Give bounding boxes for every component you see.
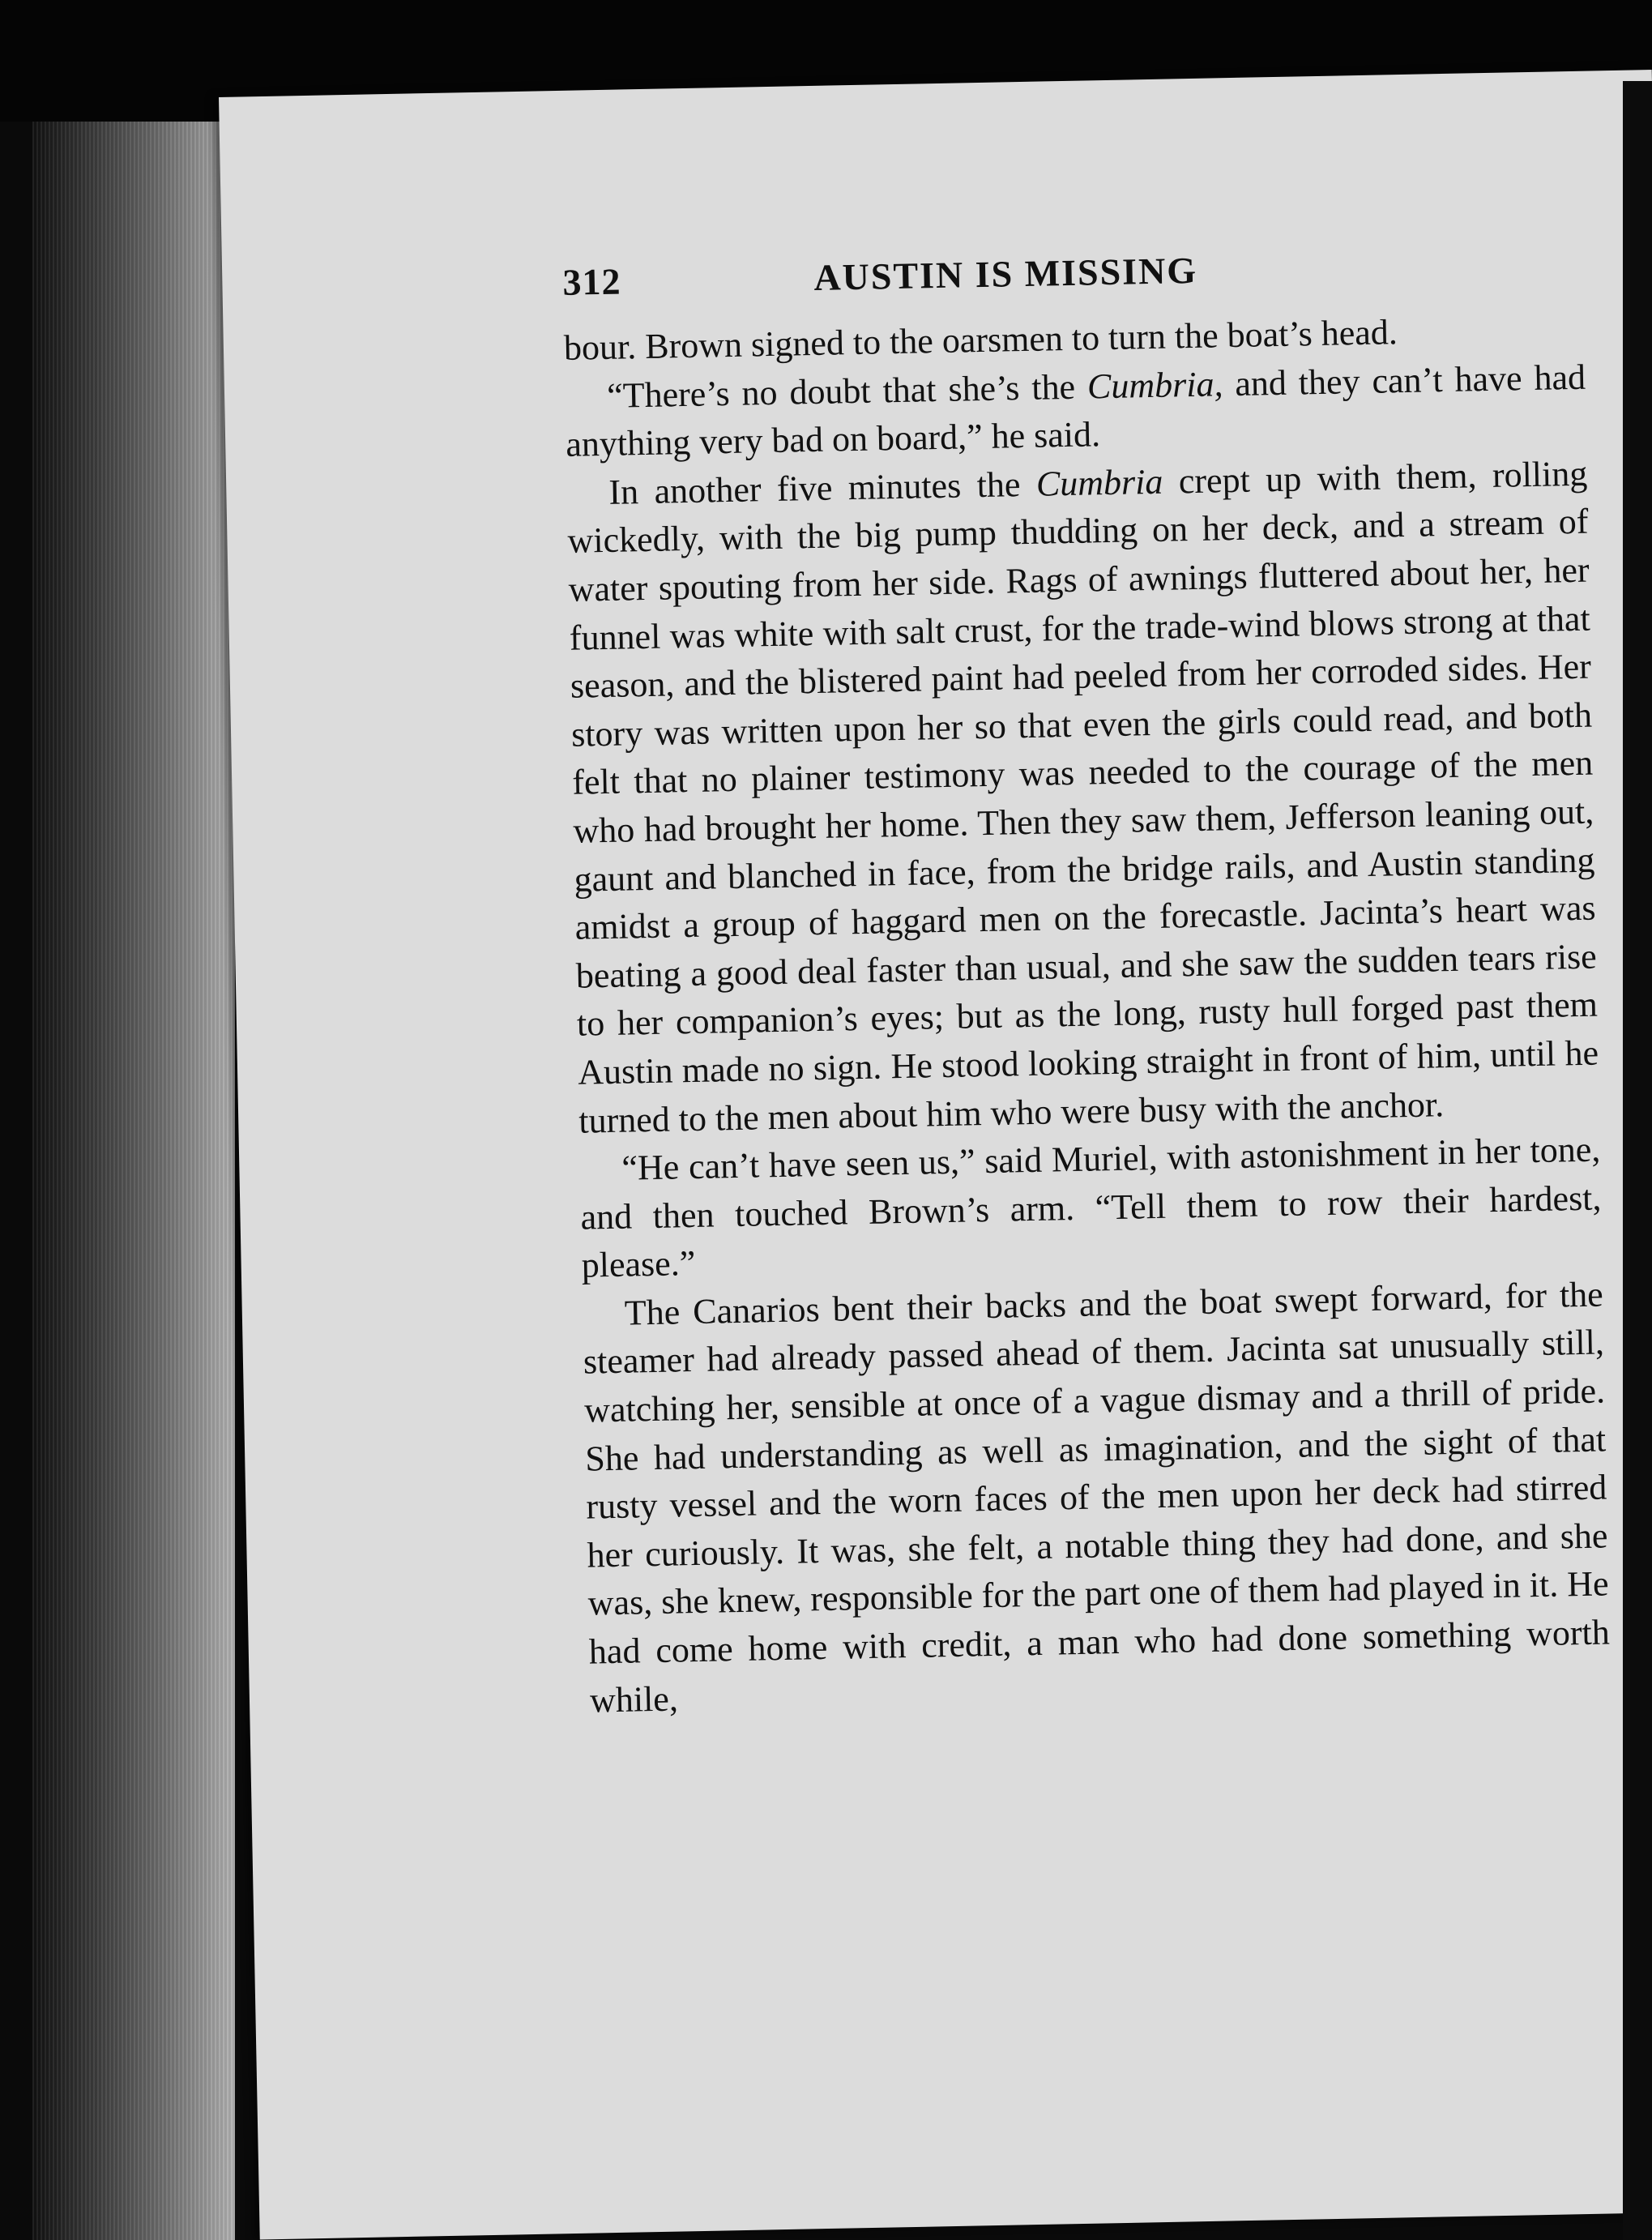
text-segment: crept up with them, rolling wickedly, with the big pump thudding on her deck, and a stream of water spouting from her side. Rags of awnings fluttered about her, her funnel was white with salt crust, for the trade-wind blows strong at that season, and the blistered paint had peeled from her corroded sides. Her story was written upon her so that even the girls could read, and both felt that no plainer testimony was needed to the courage of the men who had brought her home. Then they saw them, Jefferson leaning out, gaunt and blanched in face, from the bridge rails, and Austin standing amidst a group of haggard men on the forecastle. Jacinta’s heart was beating a good deal faster than usual, and she saw the sudden tears rise to her companion’s eyes; but as the long, rusty hull forged past them Austin made no sign. He stood looking straight in front of him, until he turned to the men about him who were busy with the anchor. (567, 453, 1599, 1141)
text-segment: bour. Brown signed to the oarsmen to turn the boat’s head. (563, 312, 1398, 368)
body-text (563, 305, 1611, 1725)
italic-text: Cumbria (1035, 461, 1163, 504)
page-header (562, 242, 1584, 318)
text-segment: In another five minutes the (608, 464, 1037, 512)
text-segment: The Canarios bent their backs and the boat swept forward, for the steamer had already passed ahead of them. Jacinta sat unusually still, watching her, sensible at once of a vague dismay and a thrill of pride. She had understanding as well as imagination, and the sight of that rusty vessel and the worn faces of the men upon her deck had stirred her curiously. It was, she felt, a notable thing they had done, and she was, she knew, responsible for the part one of them had played in it. He had come home with credit, a man who had done something worth while, (583, 1274, 1611, 1721)
book-page-edges (32, 122, 235, 2240)
text-segment: “There’s no doubt that she’s the (606, 366, 1088, 416)
italic-text: Cumbria, (1086, 363, 1223, 407)
paragraph (582, 1270, 1611, 1724)
paragraph (579, 1126, 1603, 1290)
text-segment: and they can’t have had anything very bad on board,” he said. (565, 357, 1586, 465)
paragraph (566, 449, 1600, 1144)
page-number: 312 (561, 260, 621, 303)
page-content (562, 242, 1611, 1725)
text-segment: “He can’t have seen us,” said Muriel, with astonishment in her tone, and then touched Brown’s arm. “Tell them to row their hardest, please.” (580, 1129, 1602, 1285)
running-title: AUSTIN IS MISSING (813, 249, 1198, 298)
scan-background-right (1623, 81, 1652, 2240)
book-page (219, 70, 1652, 2239)
